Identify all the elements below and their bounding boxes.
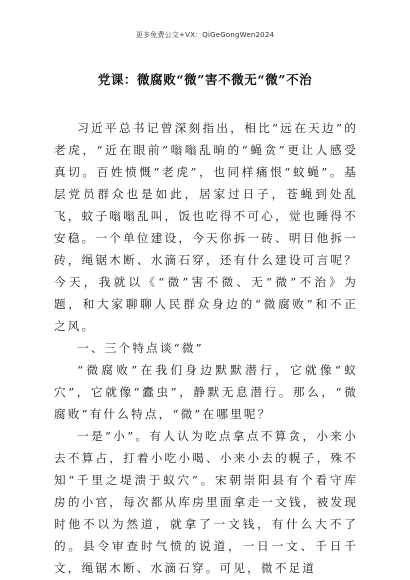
body-paragraph-characteristics: “微腐败”在我们身边默默潜行，它就像“蚁穴”，它就像“蠹虫”，静默无息潜行。那么，“微腐败”有什么特点，“微”在哪里呢？ <box>54 363 358 421</box>
document-title: 党课：微腐败“微”害不微无“微”不治 <box>97 72 313 87</box>
body-paragraph-intro: 习近平总书记曾深刻指出，相比“远在天边”的老虎，“近在眼前”嗡嗡乱晌的“蝇贪”更让人感受真切。百姓愤慨“老虎”，也同样痛恨“蚊蝇”。基层党员群众也是如此，居家过日子，苍蝇到处乱飞，蚊子嗡嗡乱叫，饭也吃得不可心，觉也睡得不安稳。一个单位建设，今天你拆一砖、明日他拆一砖，绳锯木断、水滴石穿，还有什么建设可言呢？今天，我就以《“微”害不微、无“微”不治》为题，和大家聊聊人民群众身边的“微腐败”和不正之风。 <box>54 121 358 333</box>
document-body <box>54 117 358 579</box>
section-heading: 一、三个特点谈“微” <box>77 341 204 355</box>
body-paragraph-point-one: 一是“小”。有人认为吃点拿点不算贪，小来小去不算占，打着小吃小喝、小来小去的幌子，殊不知“千里之堤溃于蚁穴”。宋朝崇阳县有个看守库房的小官，每次都从库房里面拿走一文钱，被发现时他不以为然道，就拿了一文钱，有什么大不了的。县令审查时气愤的说道，一日一文、千日千文，绳锯木断、水滴石穿。可见，微不足道 <box>54 429 358 575</box>
page-header-note: 更多免费公文+VX：QiGeGongWen2024 <box>135 31 275 39</box>
